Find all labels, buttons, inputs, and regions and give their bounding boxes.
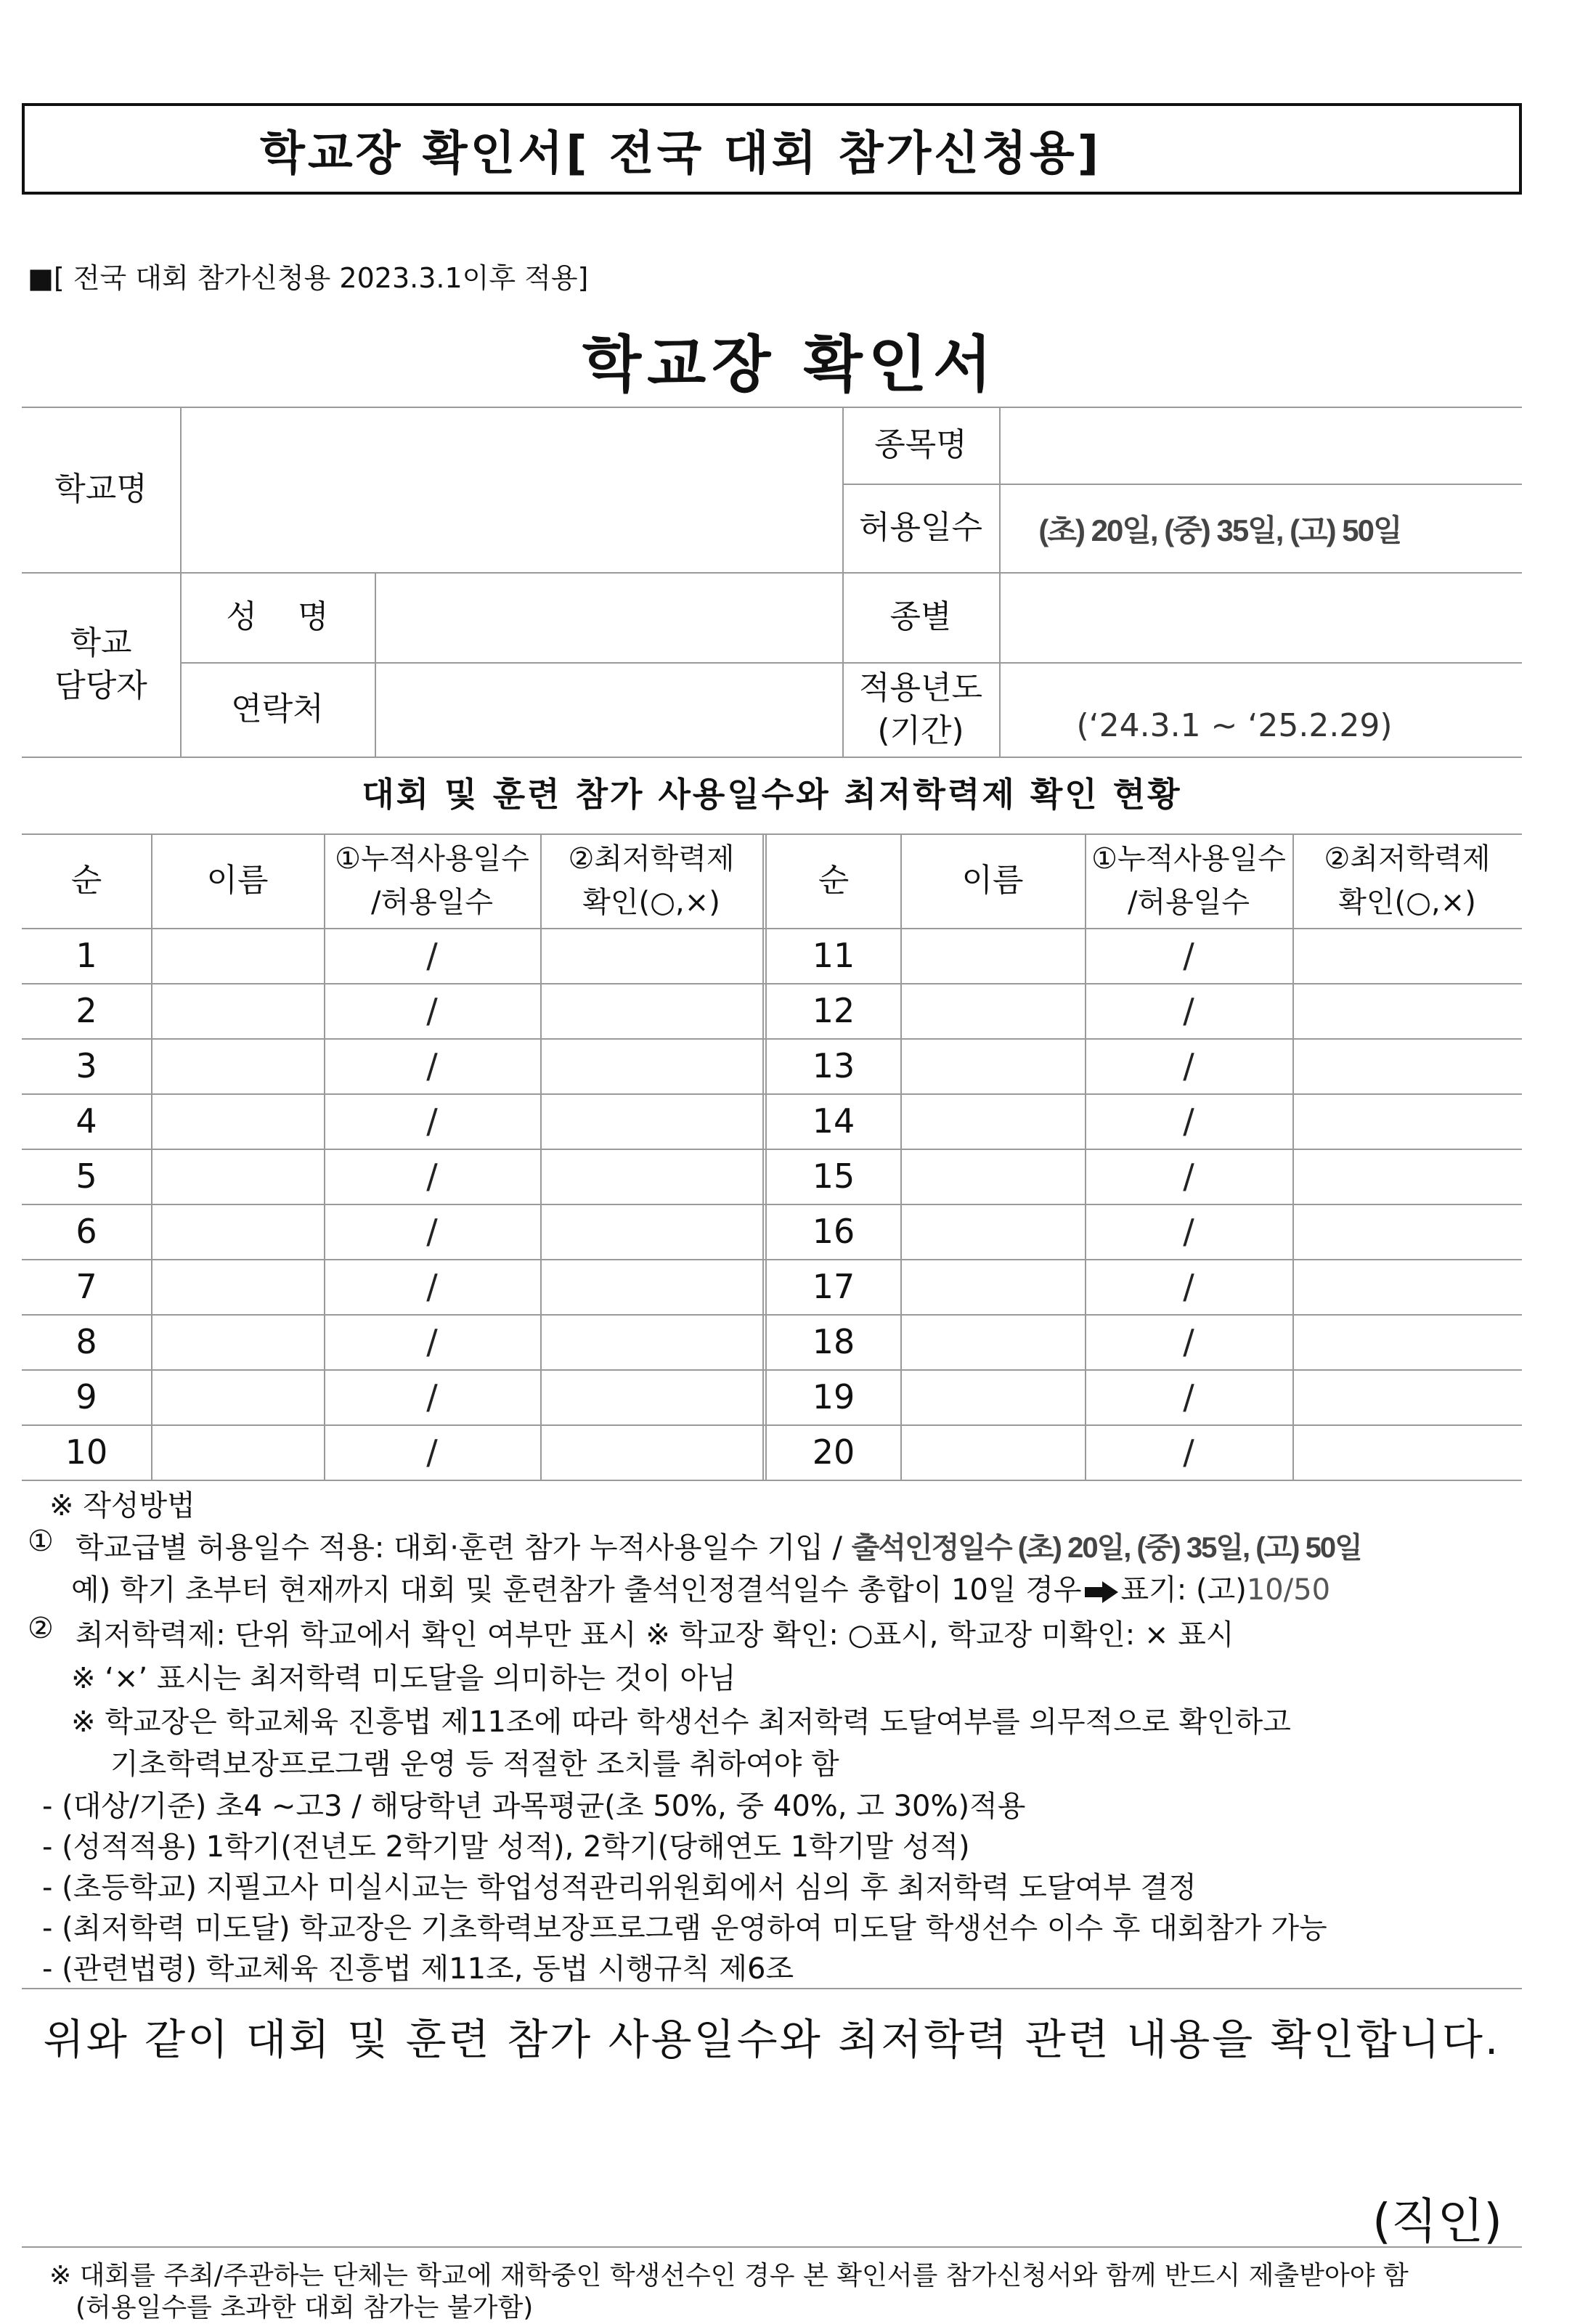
- row-number: 14: [812, 1101, 855, 1141]
- days-slash: /: [1183, 1211, 1194, 1251]
- col-header-days-line1: ①누적사용일수: [1091, 842, 1286, 876]
- year-label-line2: (기간): [877, 712, 964, 749]
- row-number: 12: [812, 990, 855, 1030]
- col-header-name-right: 이름: [961, 862, 1024, 900]
- row-number: 8: [76, 1321, 97, 1361]
- example-label: 표기: (고): [1120, 1573, 1247, 1607]
- sport-label: 종목명: [874, 426, 967, 464]
- days-slash: /: [1183, 935, 1194, 975]
- bullet-item: - (대상/기준) 초4 ~고3 / 해당학년 과목평균(초 50%, 중 40%, 고 30%)적용: [42, 1790, 1026, 1823]
- days-slash: /: [426, 1266, 438, 1306]
- days-slash: /: [1183, 1045, 1194, 1085]
- note-1: ※ ‘×’ 표시는 최저학력 미도달을 의미하는 것이 아님: [71, 1662, 736, 1695]
- bullet-item: - (성적적용) 1학기(전년도 2학기말 성적), 2학기(당해연도 1학기말 성적): [42, 1830, 970, 1864]
- col-header-no-left: 순: [70, 862, 102, 900]
- days-slash: /: [1183, 1321, 1194, 1361]
- row-number: 15: [812, 1156, 855, 1196]
- row-number: 10: [65, 1432, 108, 1472]
- days-slash: /: [1183, 990, 1194, 1030]
- allowed-days-value: (초) 20일, (중) 35일, (고) 50일: [1038, 513, 1401, 547]
- row-number: 4: [76, 1101, 97, 1141]
- row-number: 3: [76, 1045, 97, 1085]
- document-heading: 학교장 확인서[ 전국 대회 참가신청용]: [260, 127, 1101, 181]
- bullet-item: - (최저학력 미도달) 학교장은 기초학력보장프로그램 운영하여 미도달 학생선수 이수 후 대회참가 가능: [42, 1912, 1327, 1945]
- row-number: 1: [76, 935, 97, 975]
- allowed-days-label: 허용일수: [858, 509, 982, 547]
- col-header-check-line2: 확인(○,×): [582, 886, 720, 919]
- page-title: 학교장 확인서: [582, 329, 998, 400]
- col-header-check-line1: ②최저학력제: [568, 842, 735, 876]
- footer-note: ※ 대회를 주최/주관하는 단체는 학교에 재학중인 학생선수인 경우 본 확인서를 참가신청서와 함께 반드시 제출받아야 함: [49, 2261, 1409, 2291]
- school-name-field[interactable]: [182, 408, 841, 571]
- row-number: 18: [812, 1321, 855, 1361]
- bullet-item: - (관련법령) 학교체육 진흥법 제11조, 동법 시행규칙 제6조: [42, 1952, 794, 1986]
- manager-label: [22, 572, 180, 757]
- example-line: [71, 1567, 1330, 1608]
- instructions-heading: ※ 작성방법: [49, 1489, 195, 1522]
- item1-text: 학교급별 허용일수 적용: 대회·훈련 참가 누적사용일수 기입 /: [76, 1531, 843, 1565]
- col-header-name-left: 이름: [206, 862, 269, 900]
- col-header-days-right: [1085, 833, 1292, 928]
- row-number: 17: [812, 1266, 855, 1306]
- event-field[interactable]: [1001, 574, 1520, 661]
- divider: [22, 1988, 1522, 1989]
- col-header-no-right: 순: [818, 862, 850, 900]
- row-number: 11: [812, 935, 855, 975]
- row-number: 20: [812, 1432, 855, 1472]
- row-number: 19: [812, 1377, 855, 1416]
- manager-label-line2: 담당자: [54, 667, 147, 704]
- name-field[interactable]: [376, 574, 841, 661]
- days-slash: /: [426, 1432, 438, 1472]
- contact-label: 연락처: [231, 690, 324, 728]
- col-header-check-left: [540, 833, 762, 928]
- col-header-check-line2: 확인(○,×): [1338, 886, 1476, 919]
- item2-mark: ②: [28, 1612, 54, 1645]
- days-slash: /: [1183, 1432, 1194, 1472]
- applicability-notice: ■[ 전국 대회 참가신청용 2023.3.1이후 적용]: [28, 262, 589, 294]
- row-number: 2: [76, 990, 97, 1030]
- school-name-label: 학교명: [54, 470, 147, 508]
- days-slash: /: [1183, 1156, 1194, 1196]
- days-slash: /: [426, 1377, 438, 1416]
- col-header-days-line2: /허용일수: [1127, 886, 1250, 919]
- days-slash: /: [426, 1321, 438, 1361]
- row-number: 7: [76, 1266, 97, 1306]
- days-slash: /: [1183, 1101, 1194, 1141]
- days-slash: /: [426, 990, 438, 1030]
- status-section-title: 대회 및 훈련 참가 사용일수와 최저학력제 확인 현황: [362, 775, 1182, 814]
- row-number: 16: [812, 1211, 855, 1251]
- official-seal-label: (직인): [1372, 2193, 1503, 2249]
- row-number: 9: [76, 1377, 97, 1416]
- year-label-line1: 적용년도: [858, 669, 982, 706]
- col-header-check-line1: ②최저학력제: [1324, 842, 1491, 876]
- days-slash: /: [426, 1045, 438, 1085]
- item1-highlight: 출석인정일수 (초) 20일, (중) 35일, (고) 50일: [851, 1532, 1361, 1564]
- col-header-check-right: [1292, 833, 1522, 928]
- confirmation-statement: 위와 같이 대회 및 훈련 참가 사용일수와 최저학력 관련 내용을 확인합니다.: [43, 2015, 1501, 2064]
- item1-line: [76, 1525, 1361, 1566]
- row-number: 13: [812, 1045, 855, 1085]
- days-slash: /: [1183, 1377, 1194, 1416]
- arrow-right-icon: [1085, 1581, 1118, 1602]
- days-slash: /: [1183, 1266, 1194, 1306]
- event-label: 종별: [889, 598, 952, 636]
- note-2b: 기초학력보장프로그램 운영 등 적절한 조치를 취하여야 함: [110, 1748, 839, 1781]
- bullet-item: - (초등학교) 지필고사 미실시교는 학업성적관리위원회에서 심의 후 최저학력 도달여부 결정: [42, 1871, 1197, 1904]
- item2-text: 최저학력제: 단위 학교에서 확인 여부만 표시 ※ 학교장 확인: ○표시, 학교장 미확인: × 표시: [76, 1618, 1234, 1652]
- row-number: 6: [76, 1211, 97, 1251]
- footer-divider: [22, 2246, 1522, 2248]
- example-text: 예) 학기 초부터 현재까지 대회 및 훈련참가 출석인정결석일수 총합이 10일 경우: [71, 1573, 1082, 1607]
- row-number: 5: [76, 1156, 97, 1196]
- col-header-days-line1: ①누적사용일수: [335, 842, 529, 876]
- days-slash: /: [426, 1211, 438, 1251]
- note-2a: ※ 학교장은 학교체육 진흥법 제11조에 따라 학생선수 최저학력 도달여부를 의무적으로 확인하고: [71, 1705, 1291, 1739]
- days-slash: /: [426, 1156, 438, 1196]
- year-label: [842, 662, 999, 757]
- contact-field[interactable]: [376, 664, 841, 755]
- col-header-days-line2: /허용일수: [370, 886, 494, 919]
- example-value: 10/50: [1246, 1573, 1331, 1607]
- item1-mark: ①: [28, 1525, 54, 1558]
- footer-note-sub: (허용일수를 초과한 대회 참가는 불가함): [76, 2293, 534, 2323]
- days-slash: /: [426, 935, 438, 975]
- sport-field[interactable]: [1001, 408, 1520, 482]
- manager-label-line1: 학교: [70, 624, 132, 661]
- col-header-days-left: [324, 833, 540, 928]
- period-value: (‘24.3.1 ~ ‘25.2.29): [1076, 707, 1393, 745]
- name-label: 성 명: [226, 598, 329, 636]
- days-slash: /: [426, 1101, 438, 1141]
